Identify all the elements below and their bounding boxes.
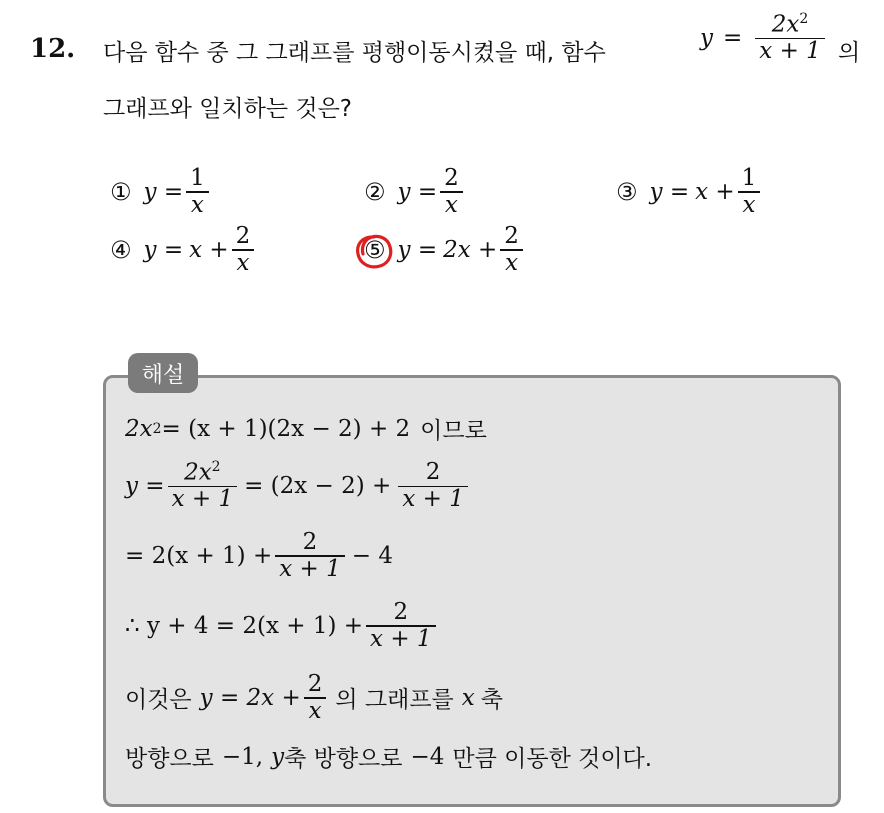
answer-circle-mark	[353, 232, 395, 272]
question-number: 12.	[30, 34, 76, 64]
question-function	[700, 12, 828, 65]
solution-fraction: $\frac{2}{x + 1}$	[398, 460, 468, 512]
choice-marker: ⑤	[364, 235, 386, 264]
solution-line-4: ∴ y + 4 = 2(x + 1) + $\frac{2}{x + 1}$	[125, 600, 439, 652]
solution-line-1: 2x 2 = (x + 1)(2x − 2) + 2 이므로	[125, 415, 487, 444]
question-frac-num: $2x^2$	[771, 11, 809, 38]
solution-line-5: 이것은 y = 2x + $\frac{2}{x}$ 의 그래프를 x 축	[125, 671, 503, 724]
choice-marker: ③	[616, 177, 638, 206]
solution-fraction: $\frac{2}{x}$	[304, 672, 327, 724]
solution-fraction: $\frac{2}{x + 1}$	[275, 530, 345, 582]
choice-3[interactable]: ③ y = x + $\frac{1}{x}$	[616, 166, 763, 218]
choice-fraction: $\frac{1}{x}$	[186, 166, 209, 218]
choice-5[interactable]: ⑤ y = 2x + $\frac{2}{x}$	[364, 224, 526, 276]
question-text-2: 의	[838, 40, 861, 66]
choice-4[interactable]: ④ y = x + $\frac{2}{x}$	[110, 224, 257, 276]
question-eq: =	[723, 25, 743, 52]
choice-fraction: $\frac{1}{x}$	[738, 166, 761, 218]
question-text-1: 다음 함수 중 그 그래프를 평행이동시켰을 때, 함수	[103, 40, 606, 66]
question-frac-den: x + 1	[759, 38, 821, 65]
choice-marker: ②	[364, 177, 386, 206]
choice-1[interactable]: ① y = $\frac{1}{x}$	[110, 166, 212, 218]
choice-marker: ④	[110, 235, 132, 264]
solution-line-3: = 2(x + 1) + $\frac{2}{x + 1}$ − 4	[125, 529, 393, 582]
choice-fraction: $\frac{2}{x}$	[500, 224, 523, 276]
choice-2[interactable]: ② y = $\frac{2}{x}$	[364, 166, 466, 218]
choice-marker: ①	[110, 177, 132, 206]
solution-fraction: $\frac{2}{x + 1}$	[366, 600, 436, 652]
solution-tag: 해설	[128, 353, 198, 393]
solution-line-2: y = $\frac{2x^2}{x + 1}$ = (2x − 2) + $\frac{2}{x + 1}$	[125, 460, 471, 513]
solution-line-6: 방향으로 −1, y 축 방향으로 −4 만큼 이동한 것이다.	[125, 743, 653, 772]
question-text-3: 그래프와 일치하는 것은?	[103, 96, 353, 122]
choice-fraction: $\frac{2}{x}$	[232, 224, 255, 276]
question-y: y	[700, 25, 713, 52]
choice-fraction: $\frac{2}{x}$	[440, 166, 463, 218]
solution-fraction: $\frac{2x^2}{x + 1}$	[168, 460, 238, 513]
question-fraction	[755, 12, 825, 65]
